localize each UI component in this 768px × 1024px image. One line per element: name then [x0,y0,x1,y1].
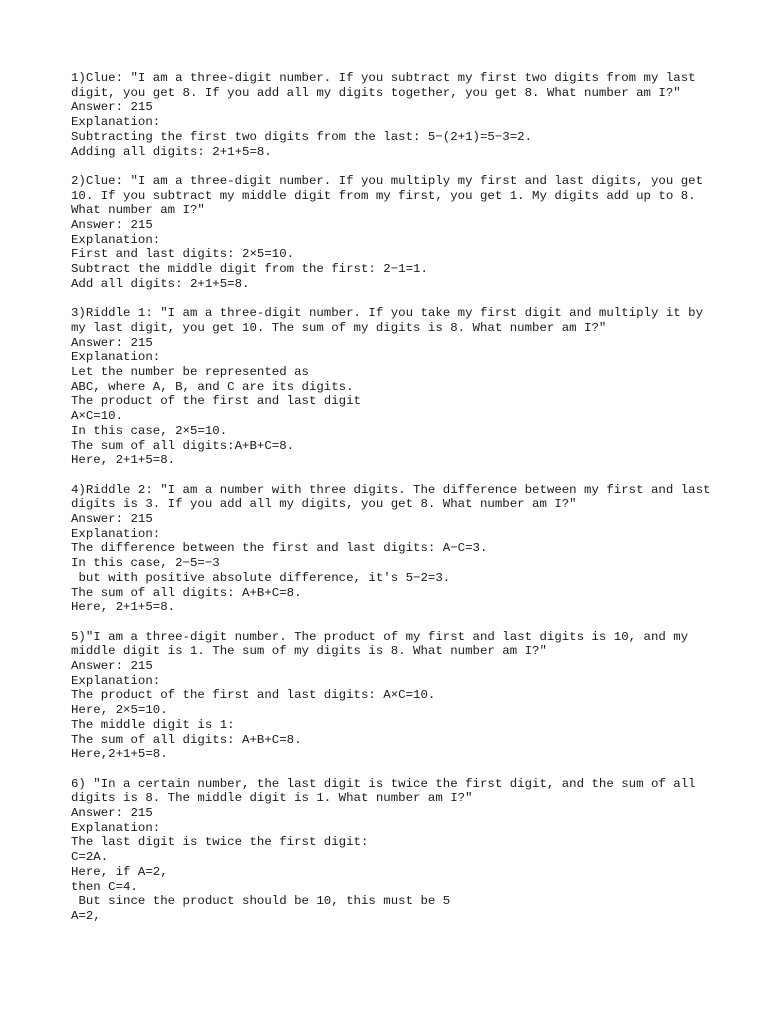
riddle-1-explanation-heading: Explanation: [71,115,161,130]
riddle-6-clue: 6) "In a certain number, the last digit is twice the first digit, and the sum of all digits is 8. The middle digit is 1. What number am I?" [71,776,704,806]
riddle-5-clue: 5)"I am a three-digit number. The product of my first and last digits is 10, and my middle digit is 1. The sum of my digits is 8. What number am I?" [71,629,696,659]
riddle-3-answer: Answer: 215 [71,335,153,350]
riddle-3-explanation-line: Let the number be represented as [71,365,309,380]
riddle-2-explanation-line: First and last digits: 2×5=10. [71,247,295,262]
riddle-4-explanation-line: Here, 2+1+5=8. [71,600,176,615]
riddle-3-explanation-line: In this case, 2×5=10. [71,423,228,438]
riddle-5-explanation-line: Here,2+1+5=8. [71,747,168,762]
riddle-6-explanation-line: But since the product should be 10, this must be 5 [71,894,451,909]
riddle-4-clue: 4)Riddle 2: "I am a number with three digits. The difference between my first and last digits is 3. If you add all my digits, you get 8. What number am I?" [71,482,718,512]
riddle-5-explanation-line: Here, 2×5=10. [71,703,168,718]
riddle-6-explanation-line: C=2A. [71,850,109,865]
riddle-section-3 [71,306,711,468]
riddle-section-1 [71,71,711,159]
riddle-1-clue: 1)Clue: "I am a three-digit number. If you subtract my first two digits from my last digit, you get 8. If you add all my digits together, you get 8. What number am I?" [71,71,704,100]
riddle-4-explanation-line: The sum of all digits: A+B+C=8. [71,585,302,600]
riddle-section-2 [71,174,711,292]
riddle-3-explanation-line: The sum of all digits:A+B+C=8. [71,438,295,453]
riddle-2-explanation-heading: Explanation: [71,232,161,247]
riddle-3-explanation-line: The product of the first and last digit [71,394,361,409]
riddle-2-explanation-line: Add all digits: 2+1+5=8. [71,276,250,291]
riddle-3-explanation-heading: Explanation: [71,350,161,365]
riddle-3-explanation-line: ABC, where A, B, and C are its digits. [71,379,354,394]
riddle-4-answer: Answer: 215 [71,512,153,527]
riddle-6-explanation-line: Here, if A=2, [71,864,168,879]
riddle-3-explanation-line: A×C=10. [71,409,124,424]
riddle-3-clue: 3)Riddle 1: "I am a three-digit number. If you take my first digit and multiply it by my last digit, you get 10. The sum of my digits is 8. What number am I?" [71,306,711,335]
riddle-6-explanation-heading: Explanation: [71,820,161,835]
riddle-section-5 [71,630,711,762]
riddle-5-explanation-line: The middle digit is 1: [71,717,235,732]
riddle-3-explanation-line: Here, 2+1+5=8. [71,453,176,468]
riddle-4-explanation-line: The difference between the first and last digits: A−C=3. [71,541,488,556]
riddle-6-answer: Answer: 215 [71,806,153,821]
document-page [71,71,718,938]
riddle-5-explanation-line: The product of the first and last digits: A×C=10. [71,688,436,703]
riddle-section-6 [71,777,711,924]
riddle-5-explanation-heading: Explanation: [71,673,161,688]
riddle-6-explanation-line: then C=4. [71,879,138,894]
riddle-4-explanation-line: In this case, 2−5=−3 [71,556,220,571]
riddle-section-4 [71,482,718,615]
riddle-1-explanation-line: Subtracting the first two digits from the last: 5−(2+1)=5−3=2. [71,129,533,144]
riddle-2-explanation-line: Subtract the middle digit from the first: 2−1=1. [71,262,428,277]
riddle-1-answer: Answer: 215 [71,100,153,115]
riddle-5-explanation-line: The sum of all digits: A+B+C=8. [71,732,302,747]
riddle-1-explanation-line: Adding all digits: 2+1+5=8. [71,144,272,159]
riddle-2-answer: Answer: 215 [71,218,153,233]
riddle-6-explanation-line: A=2, [71,909,101,923]
riddle-4-explanation-heading: Explanation: [71,526,161,541]
riddle-2-clue: 2)Clue: "I am a three-digit number. If you multiply my first and last digits, you get 10. If you subtract my middle digit from my first, you get 1. My digits add up to 8. What number am I?" [71,173,711,218]
riddle-4-explanation-line: but with positive absolute difference, it's 5−2=3. [71,570,451,585]
riddle-5-answer: Answer: 215 [71,659,153,674]
riddle-6-explanation-line: The last digit is twice the first digit: [71,835,369,850]
